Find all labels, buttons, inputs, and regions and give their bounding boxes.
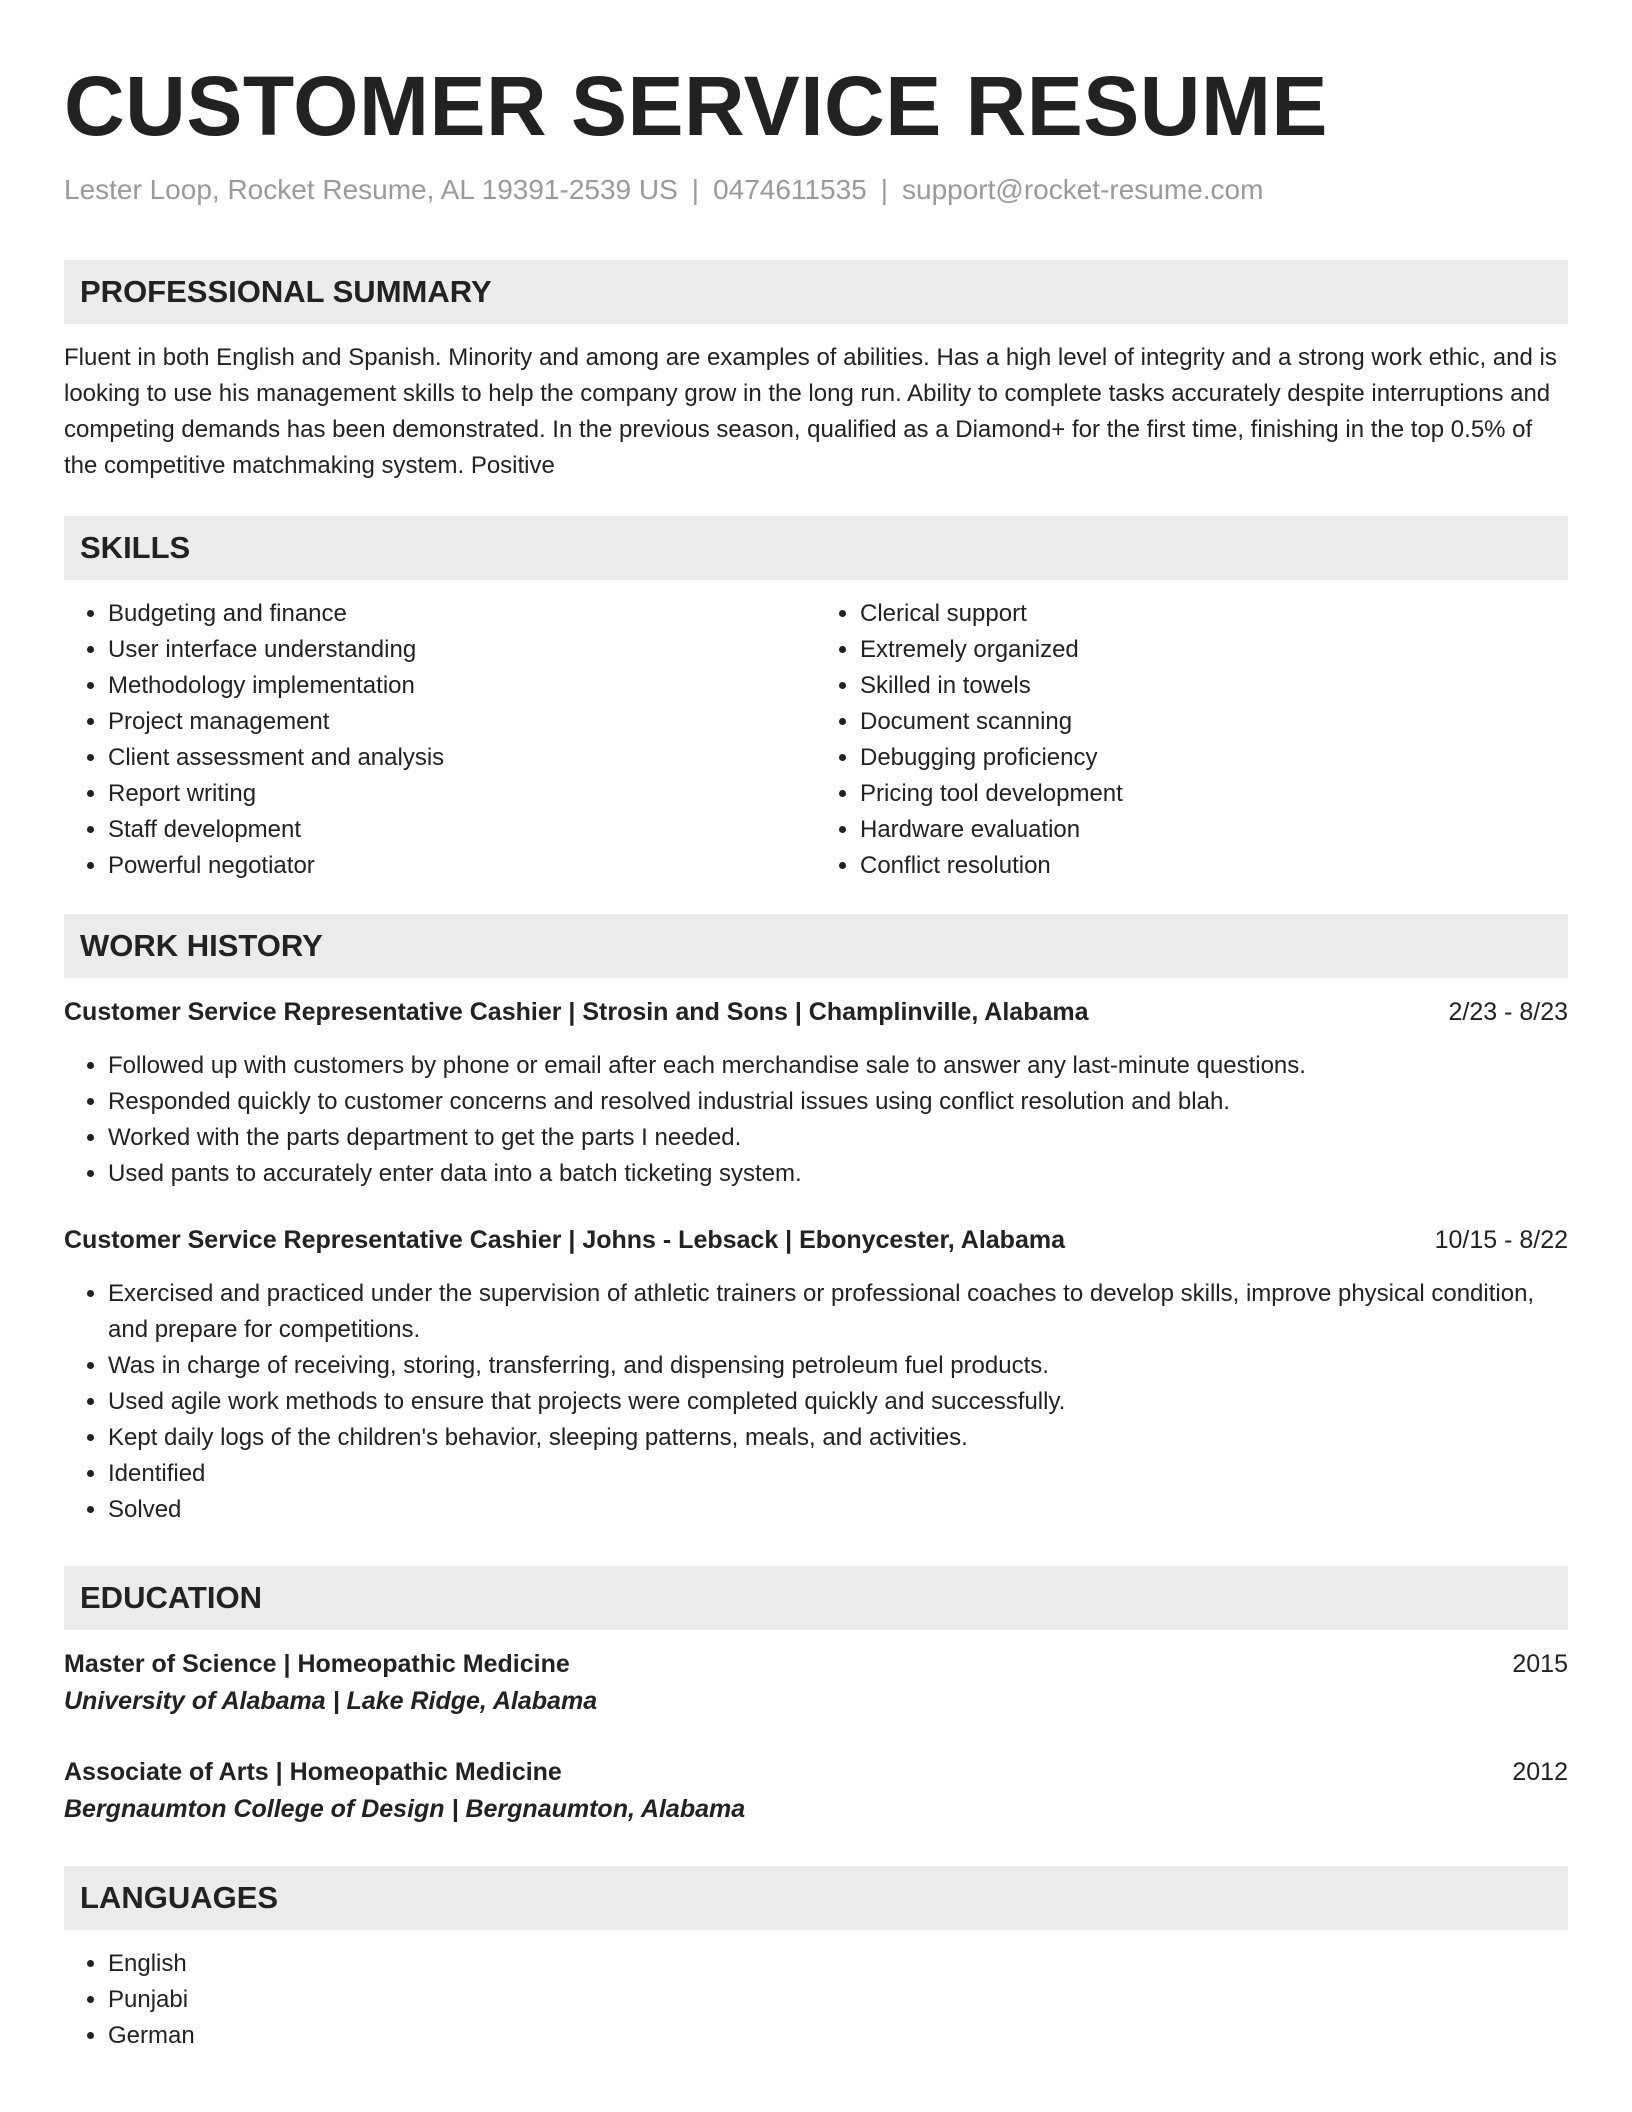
skills-section [64,516,1568,884]
job-entry [64,994,1568,1192]
contact-line [64,172,1568,208]
job-duties-list [64,1276,1568,1528]
graduation-year: 2015 [1512,1650,1568,1678]
languages-heading: LANGUAGES [64,1866,1568,1930]
job-duty: • Exercised and practiced under the supervision of athletic trainers or professional coaches to develop skills, improve physical condition, and prepare for competitions. [108,1276,1568,1348]
contact-separator: | [691,174,700,205]
skill-item: • User interface understanding [108,632,816,668]
contact-phone: 0474611535 [713,174,867,205]
job-duty: • Kept daily logs of the children's behavior, sleeping patterns, meals, and activities. [108,1420,1568,1456]
contact-address: Lester Loop, Rocket Resume, AL 19391-2539 US [64,174,678,205]
graduation-year: 2012 [1512,1758,1568,1786]
skill-item: • Budgeting and finance [108,596,816,632]
job-duty: • Followed up with customers by phone or email after each merchandise sale to answer any last-minute questions. [108,1048,1568,1084]
education-header [64,1646,1568,1682]
summary-section [64,260,1568,484]
resume-title: CUSTOMER SERVICE RESUME [64,59,1328,153]
skills-column-left [64,596,816,884]
job-header [64,1222,1568,1258]
skills-list-right [816,596,1568,884]
education-header [64,1754,1568,1790]
skill-item: • Extremely organized [860,632,1568,668]
summary-heading: PROFESSIONAL SUMMARY [64,260,1568,324]
school-name: Bergnaumton College of Design | Bergnaumton, Alabama [64,1795,746,1823]
skills-column-right [816,596,1568,884]
skill-item: • Clerical support [860,596,1568,632]
language-item: • Punjabi [108,1982,1568,2018]
skill-item: • Report writing [108,776,816,812]
skill-item: • Client assessment and analysis [108,740,816,776]
skill-item: • Powerful negotiator [108,848,816,884]
job-duty: • Solved [108,1492,1568,1528]
education-entry [64,1646,1568,1720]
contact-separator: | [880,174,889,205]
job-dates: 2/23 - 8/23 [1448,998,1568,1026]
summary-text: Fluent in both English and Spanish. Minority and among are examples of abilities. Has a high level of integrity and a strong work ethic, and is looking to use his management skills to help the company grow in the long run. Ability to complete tasks accurately despite interruptions and competing demands has been demonstrated. In the previous season, qualified as a Diamond+ for the first time, finishing in the top 0.5% of the competitive matchmaking system. Positive [64,344,1557,479]
skill-item: • Debugging proficiency [860,740,1568,776]
job-dates: 10/15 - 8/22 [1434,1226,1568,1254]
education-section [64,1566,1568,1828]
skills-heading: SKILLS [64,516,1568,580]
skills-grid [64,596,1568,884]
skill-item: • Skilled in towels [860,668,1568,704]
degree-title: Master of Science | Homeopathic Medicine [64,1650,570,1678]
skill-item: • Hardware evaluation [860,812,1568,848]
job-header [64,994,1568,1030]
skill-item: • Project management [108,704,816,740]
contact-email: support@rocket-resume.com [902,174,1264,205]
skill-item: • Document scanning [860,704,1568,740]
skill-item: • Conflict resolution [860,848,1568,884]
job-duty: • Used agile work methods to ensure that projects were completed quickly and successfully. [108,1384,1568,1420]
skill-item: • Staff development [108,812,816,848]
work-history-heading: WORK HISTORY [64,914,1568,978]
job-duty: • Responded quickly to customer concerns and resolved industrial issues using conflict resolution and blah. [108,1084,1568,1120]
job-duty: • Was in charge of receiving, storing, transferring, and dispensing petroleum fuel products. [108,1348,1568,1384]
job-duty: • Worked with the parts department to get the parts I needed. [108,1120,1568,1156]
education-entry [64,1754,1568,1828]
work-history-section [64,914,1568,1528]
job-duty: • Identified [108,1456,1568,1492]
languages-list [64,1946,1568,2054]
job-duties-list [64,1048,1568,1192]
job-title: Customer Service Representative Cashier | Johns - Lebsack | Ebonycester, Alabama [64,1226,1065,1254]
degree-title: Associate of Arts | Homeopathic Medicine [64,1758,562,1786]
languages-section [64,1866,1568,2054]
language-item: • German [108,2018,1568,2054]
skills-list-left [64,596,816,884]
education-heading: EDUCATION [64,1566,1568,1630]
skill-item: • Pricing tool development [860,776,1568,812]
job-entry [64,1222,1568,1528]
school-name: University of Alabama | Lake Ridge, Alabama [64,1687,598,1715]
job-duty: • Used pants to accurately enter data into a batch ticketing system. [108,1156,1568,1192]
skill-item: • Methodology implementation [108,668,816,704]
language-item: • English [108,1946,1568,1982]
job-title: Customer Service Representative Cashier | Strosin and Sons | Champlinville, Alabama [64,998,1089,1026]
